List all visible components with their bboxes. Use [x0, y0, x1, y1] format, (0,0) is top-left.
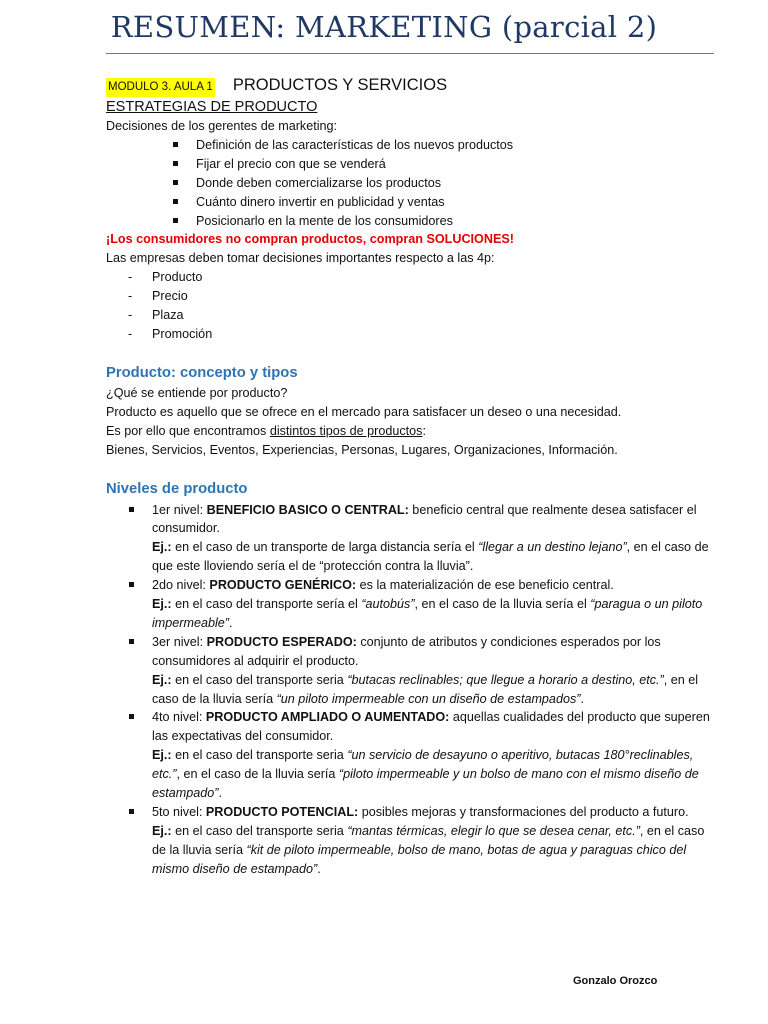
example-text: , en el caso de la lluvia sería el — [414, 597, 591, 612]
module-tag: MODULO 3. AULA 1 — [106, 78, 215, 97]
example-italic: “llegar a un destino lejano” — [478, 540, 627, 555]
list-item-text: Plaza — [152, 308, 184, 323]
four-p-list — [106, 268, 718, 344]
example-text: . — [317, 861, 321, 876]
tipos-list: Bienes, Servicios, Eventos, Experiencias, Personas, Lugares, Organizaciones, Información. — [106, 442, 618, 457]
decisiones-list — [106, 136, 718, 231]
nivel-title: PRODUCTO AMPLIADO O AUMENTADO: — [205, 710, 450, 725]
nivel-description: beneficio central que realmente desea satisfacer el consumidor. — [152, 502, 697, 536]
example-italic: “piloto impermeable y un bolso de mano con el mismo diseño de estampado” — [152, 767, 699, 801]
list-item-text: Definición de las características de los nuevos productos — [196, 137, 514, 152]
author-name: Gonzalo Orozco — [573, 975, 658, 987]
nivel-item — [106, 708, 718, 803]
nivel-prefix: 4to nivel: — [152, 710, 206, 725]
example-text: en el caso de un transporte de larga distancia sería el — [171, 540, 479, 555]
example-text: en el caso del transporte sería el — [171, 597, 362, 612]
nivel-prefix: 2do nivel: — [152, 578, 210, 593]
nivel-description: conjunto de atributos y condiciones esperados por los consumidores al adquirir el producto. — [152, 634, 661, 668]
example-italic: “autobús” — [361, 597, 415, 612]
module-title: PRODUCTOS Y SERVICIOS — [232, 76, 448, 94]
example-text: en el caso del transporte seria — [171, 823, 348, 838]
nivel-title: BENEFICIO BASICO O CENTRAL: — [206, 502, 409, 517]
square-bullet-icon — [173, 218, 178, 223]
list-item — [106, 325, 718, 344]
list-item — [106, 268, 718, 287]
tipos-prefix: Es por ello que encontramos — [106, 423, 270, 438]
list-item — [106, 174, 718, 193]
title-divider — [106, 53, 714, 54]
list-item — [106, 193, 718, 212]
nivel-prefix: 3er nivel: — [152, 634, 207, 649]
document-body — [106, 76, 718, 879]
section-heading-concepto: Producto: concepto y tipos — [106, 364, 298, 381]
example-italic: “kit de piloto impermeable, bolso de mano, botas de agua y paraguas chico del mismo diseño de estampado” — [152, 842, 687, 876]
tipos-line — [106, 422, 718, 441]
section-subtitle: ESTRATEGIAS DE PRODUCTO — [106, 99, 318, 115]
concepto-definition: Producto es aquello que se ofrece en el mercado para satisfacer un deseo o una necesidad. — [106, 404, 622, 419]
square-bullet-icon — [129, 639, 134, 644]
nivel-title: PRODUCTO GENÉRICO: — [209, 578, 357, 593]
nivel-title: PRODUCTO ESPERADO: — [206, 634, 357, 649]
nivel-item — [106, 576, 718, 633]
example-label: Ej.: — [152, 748, 172, 763]
square-bullet-icon — [129, 582, 134, 587]
list-item — [106, 287, 718, 306]
square-bullet-icon — [173, 161, 178, 166]
list-item-text: Posicionarlo en la mente de los consumidores — [196, 213, 453, 228]
nivel-title: PRODUCTO POTENCIAL: — [205, 805, 359, 819]
list-item-text: Producto — [152, 270, 203, 285]
dash-bullet: - — [128, 270, 133, 285]
four-p-intro: Las empresas deben tomar decisiones importantes respecto a las 4p: — [106, 251, 495, 266]
list-item-text: Promoción — [152, 326, 213, 341]
list-item-text: Donde deben comercializarse los productos — [196, 175, 442, 190]
example-italic: “mantas térmicas, elegir lo que se desea cenar, etc.” — [347, 823, 640, 838]
nivel-prefix: 1er nivel: — [152, 502, 207, 517]
nivel-description: aquellas cualidades del producto que superen las expectativas del consumidor. — [152, 710, 710, 744]
square-bullet-icon — [129, 507, 134, 512]
list-item — [106, 136, 718, 155]
example-text: . — [229, 615, 233, 630]
square-bullet-icon — [173, 199, 178, 204]
example-label: Ej.: — [152, 597, 172, 612]
list-item — [106, 306, 718, 325]
concepto-question: ¿Qué se entiende por producto? — [106, 385, 288, 400]
tipos-underlined: distintos tipos de productos — [269, 423, 423, 438]
nivel-item — [106, 633, 718, 709]
highlight-statement: ¡Los consumidores no compran productos, compran SOLUCIONES! — [106, 232, 514, 247]
list-item-text: Precio — [152, 289, 188, 304]
example-text: en el caso del transporte seria — [171, 748, 348, 763]
square-bullet-icon — [173, 180, 178, 185]
example-label: Ej.: — [152, 823, 172, 838]
square-bullet-icon — [129, 809, 134, 814]
example-italic: “un piloto impermeable con un diseño de estampados” — [276, 691, 581, 706]
square-bullet-icon — [129, 714, 134, 719]
niveles-list — [106, 501, 718, 879]
nivel-description: es la materialización de ese beneficio central. — [356, 578, 614, 593]
section-heading-niveles: Niveles de producto — [106, 480, 248, 497]
example-text: . — [218, 786, 223, 801]
example-label: Ej.: — [152, 672, 172, 687]
example-text: , en el caso de la lluvia sería — [176, 767, 339, 782]
dash-bullet: - — [128, 289, 133, 304]
dash-bullet: - — [128, 326, 133, 341]
example-text: . — [580, 691, 584, 706]
example-text: , en el caso de la lluvia sería — [152, 823, 705, 857]
tipos-suffix: : — [422, 423, 426, 438]
example-text: en el caso del transporte seria — [171, 672, 348, 687]
page-title: RESUMEN: MARKETING (parcial 2) — [110, 10, 658, 44]
nivel-description: posibles mejoras y transformaciones del producto a futuro. — [358, 805, 689, 819]
example-italic: “paragua o un piloto impermeable” — [152, 597, 703, 630]
list-item — [106, 155, 718, 174]
nivel-item — [106, 501, 718, 577]
example-text: , en el caso de que este lloviendo sería el de “protección contra la lluvia”. — [152, 540, 709, 574]
nivel-item — [106, 803, 718, 879]
list-item-text: Cuánto dinero invertir en publicidad y ventas — [196, 194, 445, 209]
decisiones-intro: Decisiones de los gerentes de marketing: — [106, 119, 338, 133]
list-item-text: Fijar el precio con que se venderá — [196, 156, 386, 171]
example-italic: “un servicio de desayuno o aperitivo, butacas 180°reclinables, etc.” — [152, 748, 694, 782]
module-header — [106, 76, 718, 98]
square-bullet-icon — [173, 142, 178, 147]
example-label: Ej.: — [152, 540, 172, 555]
example-text: , en el caso de la lluvia sería — [152, 672, 699, 706]
example-italic: “butacas reclinables; que llegue a horario a destino, etc.” — [347, 672, 664, 687]
list-item — [106, 212, 718, 231]
nivel-prefix: 5to nivel: — [152, 805, 206, 819]
dash-bullet: - — [128, 308, 133, 323]
